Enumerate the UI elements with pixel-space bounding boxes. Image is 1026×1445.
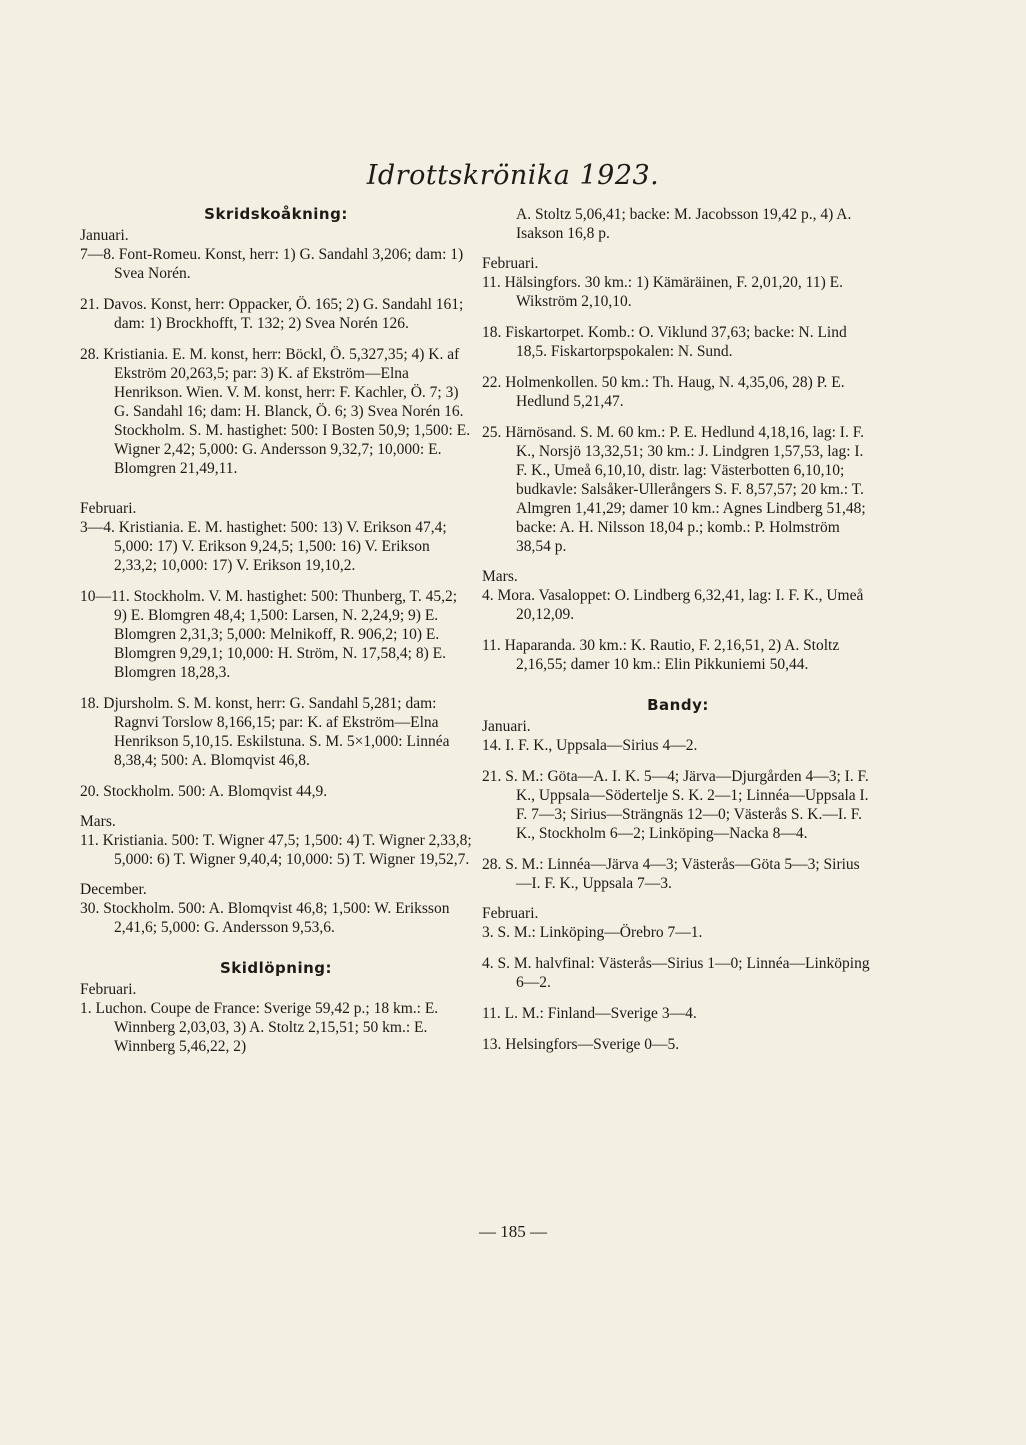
list-item: 25. Härnösand. S. M. 60 km.: P. E. Hedlund 4,18,16, lag: I. F. K., Norsjö 13,32,51; 30 km.: J. Lindgren 1,57,53, lag: I. F. K., Umeå 6,10,10, distr. lag: Västerbotten 6,10,10; budkavle: Salsåker-Ullerångers S. F. 8,57,57; 20 km.: T. Almgren 1,41,29; damer 10 km.: Agnes Lindberg 51,48; backe: A. H. Nilsson 18,04 p.; komb.: P. Holmström 38,54 p. [482,424,866,555]
page-title: Idrottskrönika 1923. [366,160,660,191]
month-label: Februari. [80,981,137,998]
list-item: 21. Davos. Konst, herr: Oppacker, Ö. 165; 2) G. Sandahl 161; dam: 1) Brockhofft, T. 132; 2) Svea Norén 126. [80,296,464,332]
month-label: Januari. [80,227,129,244]
month-label: Februari. [482,255,539,272]
list-item: 3. S. M.: Linköping—Örebro 7—1. [482,924,703,941]
month-label: Februari. [80,500,137,517]
page-number: — 185 — [479,1222,547,1241]
list-item: 21. S. M.: Göta—A. I. K. 5—4; Järva—Djurgården 4—3; I. F. K., Uppsala—Södertelje S. K. 2—1; Linnéa—Uppsala I. F. 7—3; Sirius—Strängnäs 12—0; Västerås S. K.—I. F. K., Stockholm 6—2; Linköping—Nacka 8—4. [482,768,869,842]
list-item: 22. Holmenkollen. 50 km.: Th. Haug, N. 4,35,06, 28) P. E. Hedlund 5,21,47. [482,374,845,410]
left-column [80,205,472,1056]
month-label: Mars. [482,568,518,585]
month-label: Januari. [482,718,531,735]
list-item: 13. Helsingfors—Sverige 0—5. [482,1036,680,1053]
list-item: 28. S. M.: Linnéa—Järva 4—3; Västerås—Göta 5—3; Sirius—I. F. K., Uppsala 7—3. [482,856,860,892]
month-label: December. [80,881,147,898]
list-item: 20. Stockholm. 500: A. Blomqvist 44,9. [80,783,328,800]
section-heading-skridsko: Skridskoåkning: [204,205,348,223]
list-item: 18. Djursholm. S. M. konst, herr: G. Sandahl 5,281; dam: Ragnvi Torslow 8,166,15; par: K. af Ekström—Elna Henrikson 5,10,15. Eskilstuna. S. M. 5×1,000: Linnéa 8,38,4; 500: A. Blomqvist 46,8. [80,695,450,769]
list-item: 4. S. M. halvfinal: Västerås—Sirius 1—0; Linnéa—Linköping 6—2. [482,955,870,991]
list-item: 7—8. Font-Romeu. Konst, herr: 1) G. Sandahl 3,206; dam: 1) Svea Norén. [80,246,464,282]
list-item: 11. L. M.: Finland—Sverige 3—4. [482,1005,697,1022]
list-item: 11. Kristiania. 500: T. Wigner 47,5; 1,500: 4) T. Wigner 2,33,8; 5,000: 6) T. Wigner 9,40,4; 10,000: 5) T. Wigner 19,52,7. [80,832,472,868]
list-item: 11. Haparanda. 30 km.: K. Rautio, F. 2,16,51, 2) A. Stoltz 2,16,55; damer 10 km.: Elin Pikkuniemi 50,44. [482,637,840,673]
continuation-text: A. Stoltz 5,06,41; backe: M. Jacobsson 19,42 p., 4) A. Isakson 16,8 p. [516,206,852,242]
month-label: Mars. [80,813,116,830]
list-item: 11. Hälsingfors. 30 km.: 1) Kämäräinen, F. 2,01,20, 11) E. Wikström 2,10,10. [482,274,843,310]
section-heading-skid: Skidlöpning: [219,959,333,977]
list-item: 1. Luchon. Coupe de France: Sverige 59,42 p.; 18 km.: E. Winnberg 2,03,03, 3) A. Stoltz 2,15,51; 50 km.: E. Winnberg 5,46,22, 2) [80,1000,439,1055]
list-item: 4. Mora. Vasaloppet: O. Lindberg 6,32,41, lag: I. F. K., Umeå 20,12,09. [482,587,864,623]
list-item: 10—11. Stockholm. V. M. hastighet: 500: Thunberg, T. 45,2; 9) E. Blomgren 48,4; 1,500: Larsen, N. 2,24,9; 9) E. Blomgren 2,31,3; 5,000: Melnikoff, R. 906,2; 10) E. Blomgren 9,29,1; 10,000: H. Ström, N. 17,58,4; 8) E. Blomgren 18,28,3. [80,588,458,681]
list-item: 30. Stockholm. 500: A. Blomqvist 46,8; 1,500: W. Eriksson 2,41,6; 5,000: G. Andersson 9,53,6. [80,900,450,936]
list-item: 28. Kristiania. E. M. konst, herr: Böckl, Ö. 5,327,35; 4) K. af Ekström 20,263,5; par: 3) K. af Ekström—Elna Henrikson. Wien. V. M. konst, herr: F. Kachler, Ö. 7; 3) G. Sandahl 16; dam: H. Blanck, Ö. 6; 3) Svea Norén 16. Stockholm. S. M. hastighet: 500: I Bosten 50,9; 1,500: E. Wigner 2,42; 5,000: G. Andersson 9,32,7; 10,000: E. Blomgren 21,49,11. [80,346,471,477]
section-heading-bandy: Bandy: [647,696,709,714]
list-item: 18. Fiskartorpet. Komb.: O. Viklund 37,63; backe: N. Lind 18,5. Fiskartorpspokalen: N. Sund. [482,324,847,360]
list-item: 14. I. F. K., Uppsala—Sirius 4—2. [482,737,698,754]
right-column [482,205,874,1054]
month-label: Februari. [482,905,539,922]
list-item: 3—4. Kristiania. E. M. hastighet: 500: 13) V. Erikson 47,4; 5,000: 17) V. Erikson 9,24,5; 1,500: 16) V. Erikson 2,33,2; 10,000: 17) V. Erikson 19,10,2. [80,519,447,574]
